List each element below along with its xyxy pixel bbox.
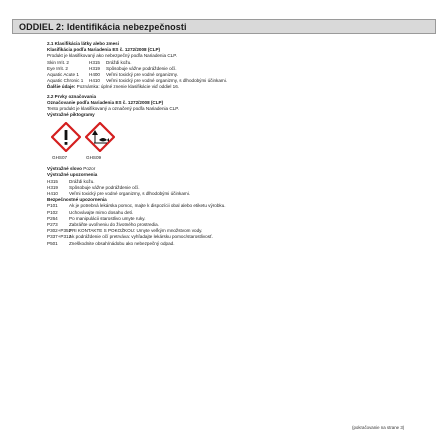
section-content [47, 41, 437, 247]
hazard-class: Skin Irrit. 2 [47, 59, 69, 65]
section-header [12, 19, 436, 34]
hazard-statement-list [47, 179, 437, 198]
hazard-code: H319 [89, 65, 100, 71]
hazard-text: Spôsobuje vážne podráždenie očí. [69, 184, 140, 190]
hazard-text: Veľmi toxický pre vodné organizmy, s dlhodobými účinkami. [106, 78, 227, 84]
precaution-text: PRI KONTAKTE S POKOŽKOU: Umyte veľkým množstvom vody. [69, 228, 203, 234]
hazard-text: Dráždi kožu. [106, 59, 132, 65]
pictogram-code-ghs09: GHS09 [86, 155, 102, 161]
signal-word-line: Výstražné slovo Pozor [47, 166, 96, 172]
exclamation-mark-icon [51, 122, 81, 152]
precaution-text: Zabráňte uvoľneniu do životného prostredia. [69, 221, 159, 227]
precaution-code: P264 [47, 215, 58, 221]
precaution-code: P337+P313 [47, 234, 72, 240]
precaution-code: P302+P352 [47, 228, 72, 234]
precaution-text: Uchovávajte mimo dosahu detí. [69, 209, 134, 215]
hazard-class: Eye Irrit. 2 [47, 65, 68, 71]
precautionary-statement-list [47, 203, 437, 246]
hazard-code: H315 [89, 59, 100, 65]
pictogram-row [47, 120, 437, 166]
hazard-code: H400 [89, 71, 100, 77]
precaution-code: P501 [47, 240, 58, 246]
signal-word: Pozor [83, 166, 96, 172]
precaution-code: P101 [47, 203, 58, 209]
classification-list [47, 60, 437, 85]
hazard-code: H315 [47, 178, 58, 184]
precaution-text: Ak podráždenie očí pretrváva: vyhľadajte lekársku pomoc/starostlivosť. [69, 234, 214, 240]
list-item [47, 241, 437, 247]
extra-info: Ďalšie údaje: Poznámka: úplné znenie klasifikácie viď oddiel 16. [47, 84, 180, 90]
hazard-class: Aquatic Chronic 1 [47, 78, 84, 84]
hazard-text: Dráždi kožu. [69, 178, 95, 184]
pictograms-heading: Výstražné piktogramy [47, 112, 95, 118]
precaution-code: P102 [47, 209, 58, 215]
hazard-code: H410 [89, 78, 100, 84]
hazard-code: H319 [47, 184, 58, 190]
section-title: ODDIEL 2: Identifikácia nebezpečnosti [19, 22, 187, 32]
clp-labelling-intro: Tento produkt je klasifikovaný a označený podľa Nariadenia CLP. [47, 105, 180, 111]
subsection-title-2-2: 2.2 Prvky označovania [47, 93, 97, 99]
precaution-text: Ak je potrebná lekárska pomoc, majte k dispozícii obal alebo etiketu výrobku. [69, 203, 226, 209]
precaution-code: P273 [47, 221, 58, 227]
pictogram-code-ghs07: GHS07 [52, 155, 68, 161]
clp-labelling-heading: Označovanie podľa Nariadenia ES č. 1272/2008 (CLP) [47, 99, 164, 105]
hazard-text: Veľmi toxický pre vodné organizmy, s dlhodobými účinkami. [69, 191, 190, 196]
continued-note: (pokračovanie na strane 3) [352, 425, 405, 430]
hazard-code: H410 [47, 191, 58, 196]
precaution-text: Zneškodnite obsah/nádobu ako nebezpečný odpad. [69, 240, 175, 246]
environment-icon [85, 122, 115, 152]
precaution-text: Po manipulácii starostlivo umyte ruky. [69, 215, 146, 221]
clp-classification-intro: Produkt je klasifikovaný ako nebezpečný podľa Nariadenia CLP. [47, 53, 177, 59]
precautionary-statements-heading: Bezpečnostné upozornenia [47, 197, 107, 203]
hazard-statements-heading: Výstražné upozornenia [47, 172, 98, 178]
subsection-title-2-1: 2.1 Klasifikácia látky alebo zmesi [47, 41, 120, 46]
clp-classification-heading: Klasifikácia podľa Nariadenia ES č. 1272/2008 (CLP) [47, 47, 161, 53]
hazard-text: Veľmi toxický pre vodné organizmy. [106, 71, 178, 77]
hazard-text: Spôsobuje vážne podráždenie očí. [106, 65, 177, 71]
hazard-class: Aquatic Acute 1 [47, 71, 79, 77]
